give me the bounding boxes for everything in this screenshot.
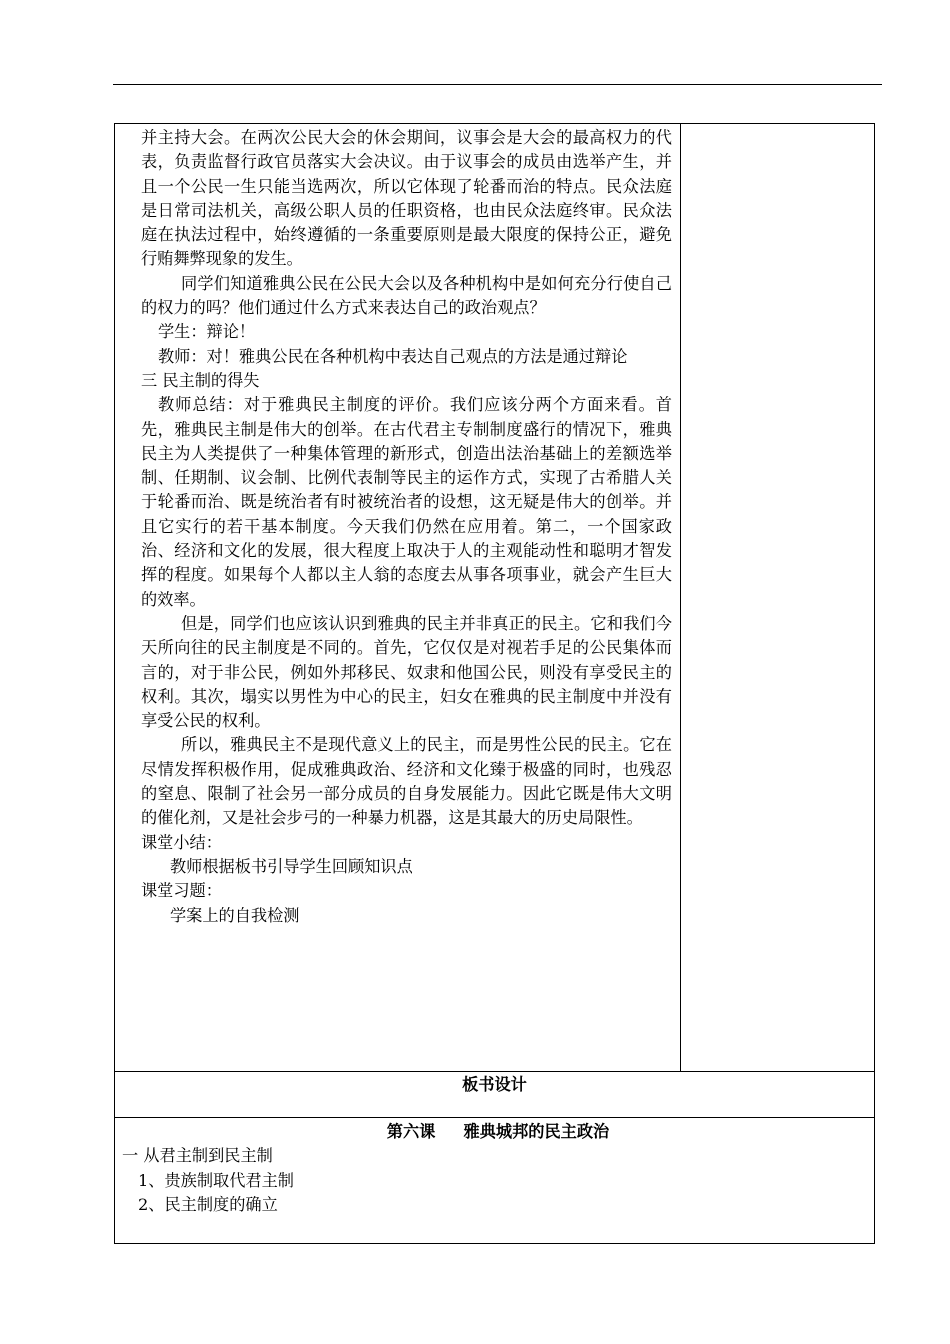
paragraph-teacher-summary: 教师总结：对于雅典民主制度的评价。我们应该分两个方面来看。首先，雅典民主制是伟大的创举。在古代君主专制制度盛行的情况下，雅典民主为人类提供了一种集体管理的新形式，创造出法治基础上的差额选举制、任期制、议会制、比例代表制等民主的运作方式，实现了古希腊人关于轮番而治、既是统治者有时被统治者的设想，这无疑是伟大的创举。并且它实行的若干基本制度。今天我们仍然在应用着。第二，一个国家政治、经济和文化的发展，很大程度上取决于人的主观能动性和聪明才智发挥的程度。如果每个人都以主人翁的态度去从事各项事业，就会产生巨大的效率。 — [141, 395, 672, 609]
page-header-rule — [113, 84, 882, 85]
board-outline-item: 1、贵族制取代君主制 — [138, 1170, 294, 1190]
notes-cell — [681, 124, 874, 1071]
paragraph-student-answer: 学生：辩论！ — [158, 322, 256, 342]
text-class-summary: 教师根据板书引导学生回顾知识点 — [170, 856, 413, 876]
board-lesson-title: 第六课 雅典城邦的民主政治 — [386, 1122, 610, 1141]
content-row — [115, 124, 874, 1071]
paragraph-question: 同学们知道雅典公民在公民大会以及各种机构中是如何充分行使自己的权力的吗？他们通过什么方式来表达自己的政治观点？ — [141, 273, 672, 318]
board-outline-item: 2、民主制度的确立 — [138, 1195, 278, 1214]
board-design-header-row — [115, 1071, 874, 1117]
board-design-heading: 板书设计 — [462, 1075, 527, 1094]
paragraph-assembly-council: 并主持大会。在两次公民大会的休会期间，议事会是大会的最高权力的代表，负责监督行政官员落实大会决议。由于议事会的成员由选举产生，并且一个公民一生只能当选两次，所以它体现了轮番而治的特点。民众法庭是日常司法机关，高级公职人员的任职资格，也由民众法庭终审。民众法庭在执法过程中，始终遵循的一条重要原则是最大限度的保持公正，避免行贿舞弊现象的发生。 — [141, 128, 672, 269]
text-class-exercise: 学案上的自我检测 — [170, 905, 300, 925]
label-class-summary: 课堂小结： — [141, 832, 222, 852]
teaching-process-cell — [115, 124, 681, 1071]
paragraph-limitations: 但是，同学们也应该认识到雅典的民主并非真正的民主。它和我们今天所向往的民主制度是不同的。首先，它仅仅是对视若手足的公民集体而言的，对于非公民，例如外邦移民、奴隶和他国公民，则没有享受民主的权利。其次，塌实以男性为中心的民主，妇女在雅典的民主制度中并没有享受公民的权利。 — [141, 613, 672, 731]
paragraph-conclusion: 所以，雅典民主不是现代意义上的民主，而是男性公民的民主。它在尽情发挥积极作用，促成雅典政治、经济和文化臻于极盛的同时，也残忍的窒息、限制了社会另一部分成员的自身发展能力。因此它既是伟大文明的催化剂，又是社会步弓的一种暴力机器，这是其最大的历史局限性。 — [141, 735, 672, 828]
board-outline-item: 一 从君主制到民主制 — [122, 1146, 273, 1165]
paragraph-teacher-reply: 教师：对！雅典公民在各种机构中表达自己观点的方法是通过辩论 — [158, 346, 628, 366]
section-heading-gains-losses: 三 民主制的得失 — [141, 370, 260, 390]
label-class-exercise: 课堂习题： — [141, 881, 222, 901]
lesson-plan-table — [114, 123, 875, 1244]
board-design-content-row — [115, 1117, 874, 1243]
